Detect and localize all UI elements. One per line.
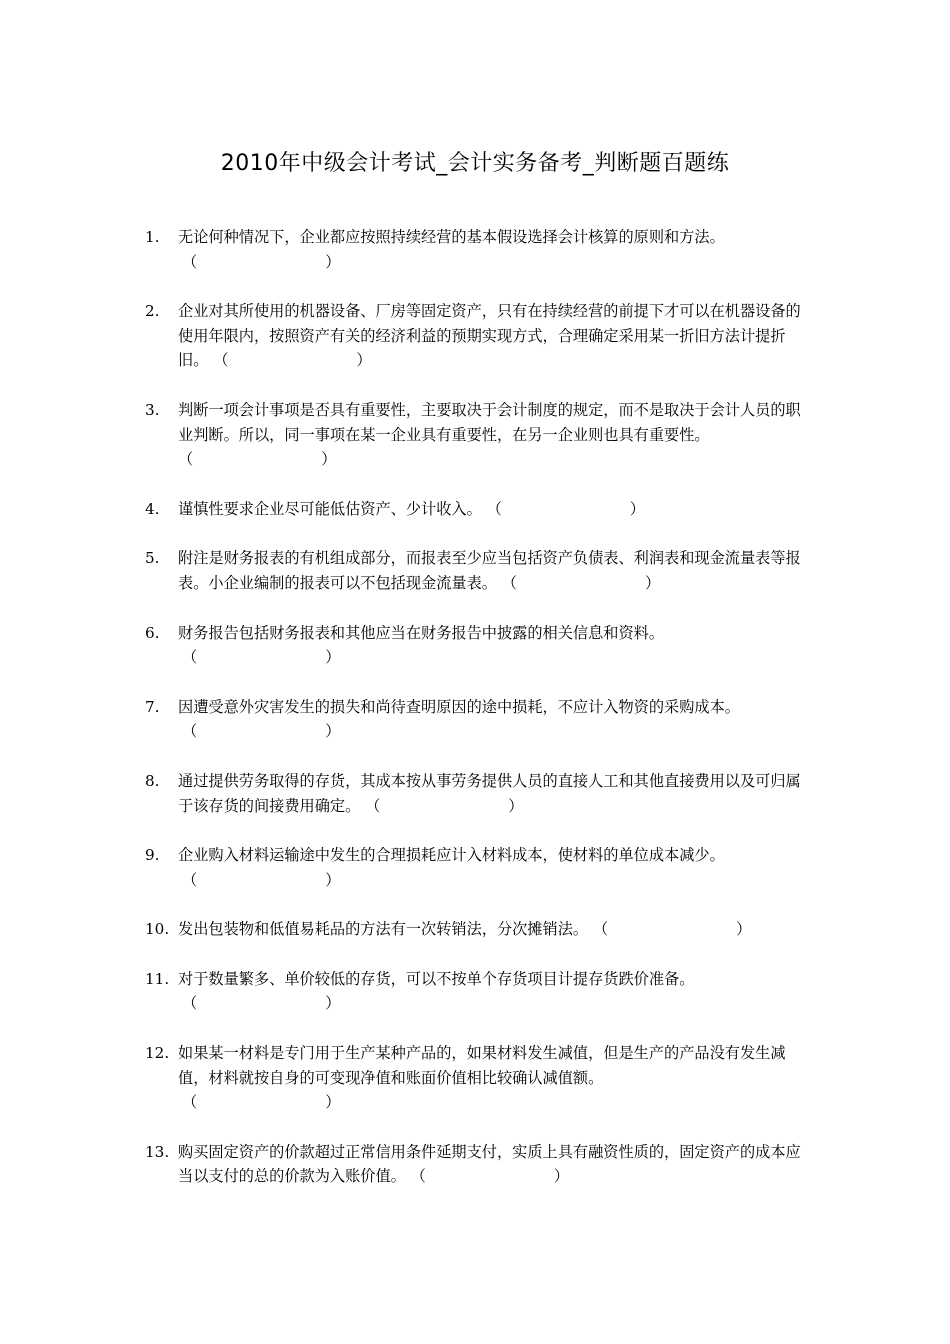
question-number: 3.: [145, 400, 160, 419]
answer-blank[interactable]: [178, 250, 805, 275]
question-text: 企业对其所使用的机器设备、厂房等固定资产，只有在持续经营的前提下才可以在机器设备的使用年限内，按照资产有关的经济利益的预期实现方式，合理确定采用某一折旧方法计提折旧。: [178, 302, 801, 370]
question-number: 4.: [145, 499, 160, 518]
close-paren: ）: [508, 796, 524, 815]
question-item: [145, 1140, 805, 1189]
question-text: 通过提供劳务取得的存货，其成本按从事劳务提供人员的直接人工和其他直接费用以及可归属于该存货的间接费用确定。: [178, 771, 801, 815]
question-number: 11.: [145, 969, 170, 988]
answer-blank[interactable]: [593, 917, 751, 942]
close-paren: ）: [325, 870, 341, 889]
open-paren: （: [182, 648, 198, 667]
question-text: 无论何种情况下，企业都应按照持续经营的基本假设选择会计核算的原则和方法。: [178, 228, 725, 246]
question-number: 12.: [145, 1044, 170, 1063]
question-number: 8.: [145, 771, 160, 790]
question-text: 财务报告包括财务报表和其他应当在财务报告中披露的相关信息和资料。: [178, 623, 664, 642]
close-paren: ）: [321, 450, 337, 469]
question-list: [145, 225, 805, 1214]
question-item: [145, 917, 805, 942]
answer-blank[interactable]: [487, 497, 645, 522]
question-number: 10.: [145, 920, 170, 939]
answer-blank[interactable]: [213, 348, 371, 373]
open-paren: （: [501, 573, 517, 592]
question-item: [145, 546, 805, 595]
answer-blank[interactable]: [411, 1164, 569, 1189]
close-paren: ）: [325, 648, 341, 667]
answer-blank[interactable]: [365, 794, 523, 819]
close-paren: ）: [325, 1093, 341, 1112]
question-number: 7.: [145, 697, 160, 716]
close-paren: ）: [553, 1167, 570, 1186]
question-item: [145, 621, 805, 670]
open-paren: （: [592, 920, 609, 939]
answer-blank[interactable]: [178, 991, 805, 1016]
question-text: 判断一项会计事项是否具有重要性，主要取决于会计制度的规定，而不是取决于会计人员的职业判断。所以，同一事项在某一企业具有重要性，在另一企业则也具有重要性。: [178, 400, 801, 444]
close-paren: ）: [325, 722, 341, 741]
open-paren: （: [182, 994, 198, 1013]
question-item: [145, 1041, 805, 1115]
question-text: 企业购入材料运输途中发生的合理损耗应计入材料成本，使材料的单位成本减少。: [178, 846, 725, 865]
open-paren: （: [182, 252, 198, 271]
page-title: 2010年中级会计考试_会计实务备考_判断题百题练: [220, 151, 730, 176]
close-paren: ）: [356, 351, 372, 370]
question-text: 对于数量繁多、单价较低的存货，可以不按单个存货项目计提存货跌价准备。: [178, 969, 695, 988]
answer-blank[interactable]: [178, 719, 805, 744]
answer-blank[interactable]: [502, 571, 660, 596]
question-item: [145, 398, 805, 472]
close-paren: ）: [325, 252, 341, 271]
question-item: [145, 695, 805, 744]
close-paren: ）: [736, 920, 752, 939]
question-text: 因遭受意外灾害发生的损失和尚待查明原因的途中损耗，不应计入物资的采购成本。: [178, 697, 740, 716]
question-number: 13.: [145, 1142, 170, 1161]
answer-blank[interactable]: [178, 447, 336, 472]
question-text: 发出包装物和低值易耗品的方法有一次转销法，分次摊销法。: [178, 920, 589, 939]
question-text: 购买固定资产的价款超过正常信用条件延期支付，实质上具有融资性质的，固定资产的成本应当以支付的总的价款为入账价值。: [178, 1142, 801, 1186]
question-item: [145, 225, 805, 274]
open-paren: （: [213, 351, 229, 370]
question-number: 5.: [145, 549, 160, 568]
close-paren: ）: [325, 994, 341, 1013]
question-item: [145, 967, 805, 1016]
answer-blank[interactable]: [178, 645, 805, 670]
question-number: 9.: [145, 846, 160, 865]
open-paren: （: [182, 722, 198, 741]
question-item: [145, 299, 805, 373]
open-paren: （: [365, 796, 381, 815]
answer-blank[interactable]: [178, 1090, 805, 1115]
question-text: 谨慎性要求企业尽可能低估资产、少计收入。: [178, 499, 482, 518]
close-paren: ）: [644, 573, 661, 592]
open-paren: （: [178, 450, 194, 469]
open-paren: （: [410, 1167, 426, 1186]
question-text: 附注是财务报表的有机组成部分，而报表至少应当包括资产负债表、利润表和现金流量表等报表。小企业编制的报表可以不包括现金流量表。: [178, 549, 801, 592]
question-item: [145, 769, 805, 818]
question-text: 如果某一材料是专门用于生产某种产品的，如果材料发生减值，但是生产的产品没有发生减值，材料就按自身的可变现净值和账面价值相比较确认减值额。: [178, 1044, 786, 1087]
open-paren: （: [182, 870, 198, 889]
question-number: 2.: [145, 302, 160, 321]
close-paren: ）: [629, 499, 645, 518]
question-item: [145, 843, 805, 892]
open-paren: （: [182, 1093, 198, 1112]
question-item: [145, 497, 805, 522]
open-paren: （: [486, 499, 502, 518]
answer-blank[interactable]: [178, 868, 805, 893]
question-number: 1.: [145, 228, 160, 246]
question-number: 6.: [145, 623, 160, 642]
